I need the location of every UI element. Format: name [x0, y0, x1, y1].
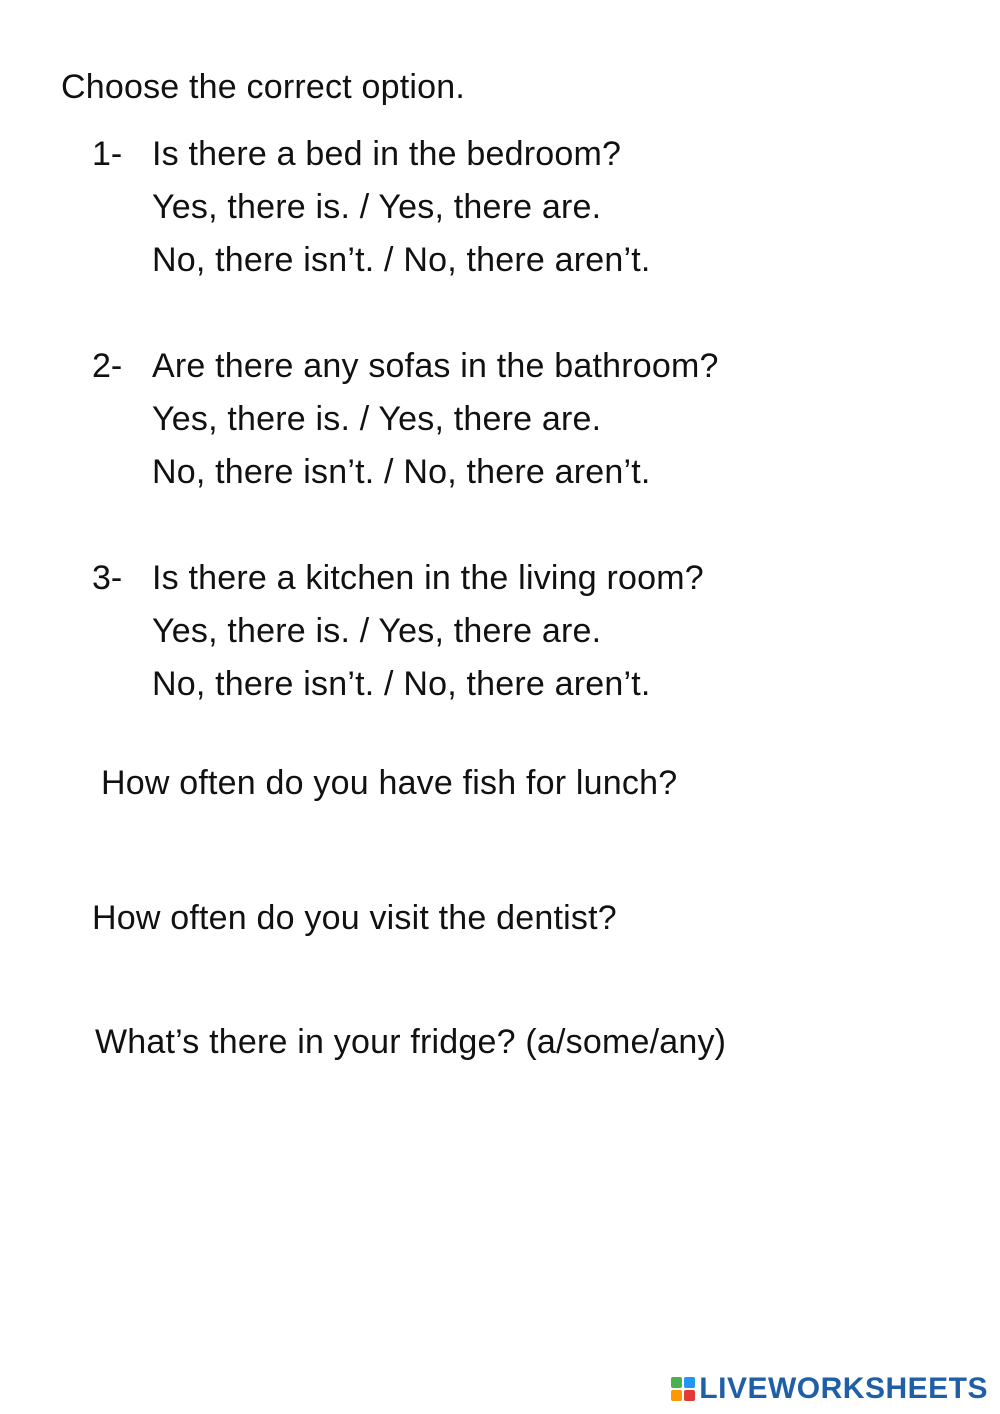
question-number: 3- [92, 559, 123, 597]
question-number: 2- [92, 347, 123, 385]
instruction-text: Choose the correct option. [61, 68, 465, 106]
brand-name: LIVEWORKSHEETS [699, 1372, 988, 1405]
answer-option-no[interactable]: No, there isn’t. / No, there aren’t. [152, 241, 651, 279]
logo-blocks-icon [671, 1377, 695, 1401]
question-number: 1- [92, 135, 123, 173]
open-question-dentist: How often do you visit the dentist? [92, 899, 617, 937]
logo-block [684, 1377, 695, 1388]
question-text: Is there a bed in the bedroom? [152, 135, 622, 173]
answer-option-yes[interactable]: Yes, there is. / Yes, there are. [152, 612, 602, 650]
logo-block [671, 1390, 682, 1401]
answer-option-no[interactable]: No, there isn’t. / No, there aren’t. [152, 665, 651, 703]
answer-option-yes[interactable]: Yes, there is. / Yes, there are. [152, 188, 602, 226]
answer-option-no[interactable]: No, there isn’t. / No, there aren’t. [152, 453, 651, 491]
logo-block [671, 1377, 682, 1388]
logo-block [684, 1390, 695, 1401]
liveworksheets-logo [671, 1372, 988, 1406]
answer-option-yes[interactable]: Yes, there is. / Yes, there are. [152, 400, 602, 438]
question-text: Are there any sofas in the bathroom? [152, 347, 719, 385]
open-question-fish: How often do you have fish for lunch? [101, 764, 678, 802]
question-text: Is there a kitchen in the living room? [152, 559, 704, 597]
open-question-fridge: What’s there in your fridge? (a/some/any) [95, 1023, 727, 1061]
